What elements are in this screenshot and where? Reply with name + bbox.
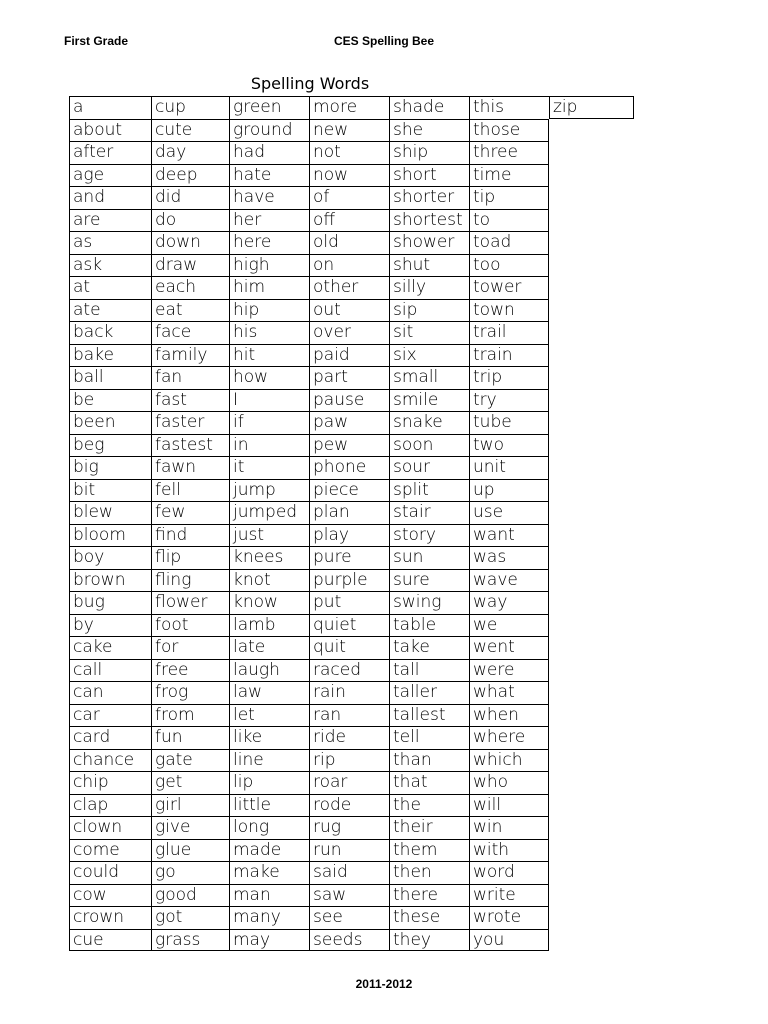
word-cell: small: [389, 366, 469, 389]
word-cell: fell: [151, 479, 229, 502]
word-cell: time: [469, 164, 549, 187]
word-cell: knees: [229, 546, 309, 569]
word-cell: have: [229, 186, 309, 209]
word-cell: went: [469, 636, 549, 659]
word-cell: by: [69, 614, 151, 637]
word-cell: jumped: [229, 501, 309, 524]
word-cell: shortest: [389, 209, 469, 232]
word-cell: fast: [151, 389, 229, 412]
word-cell: silly: [389, 276, 469, 299]
word-cell: rain: [309, 681, 389, 704]
word-cell: tell: [389, 726, 469, 749]
word-cell: jump: [229, 479, 309, 502]
word-cell: now: [309, 164, 389, 187]
word-cell: each: [151, 276, 229, 299]
word-cell: wrote: [469, 906, 549, 929]
word-cell: clap: [69, 794, 151, 817]
word-cell: we: [469, 614, 549, 637]
word-cell: run: [309, 839, 389, 862]
word-cell: then: [389, 861, 469, 884]
word-cell: lip: [229, 771, 309, 794]
word-cell: it: [229, 456, 309, 479]
word-cell: where: [469, 726, 549, 749]
word-cell: many: [229, 906, 309, 929]
word-cell: up: [469, 479, 549, 502]
word-cell: cue: [69, 929, 151, 952]
word-cell: than: [389, 749, 469, 772]
word-cell: quit: [309, 636, 389, 659]
word-cell: win: [469, 816, 549, 839]
word-cell: plan: [309, 501, 389, 524]
word-cell: try: [469, 389, 549, 412]
word-cell: tube: [469, 411, 549, 434]
word-cell: three: [469, 141, 549, 164]
word-cell: if: [229, 411, 309, 434]
word-cell: car: [69, 704, 151, 727]
word-cell: a: [69, 96, 151, 119]
word-cell: shade: [389, 96, 469, 119]
word-cell: after: [69, 141, 151, 164]
word-cell: know: [229, 591, 309, 614]
word-cell: hip: [229, 299, 309, 322]
word-cell: be: [69, 389, 151, 412]
word-cell: these: [389, 906, 469, 929]
word-cell: were: [469, 659, 549, 682]
word-cell: call: [69, 659, 151, 682]
word-cell: too: [469, 254, 549, 277]
word-cell: soon: [389, 434, 469, 457]
word-cell: on: [309, 254, 389, 277]
word-cell: put: [309, 591, 389, 614]
word-cell: could: [69, 861, 151, 884]
word-cell: there: [389, 884, 469, 907]
word-cell: him: [229, 276, 309, 299]
word-cell: trail: [469, 321, 549, 344]
word-cell: they: [389, 929, 469, 952]
word-cell: ride: [309, 726, 389, 749]
word-cell: wave: [469, 569, 549, 592]
word-cell: deep: [151, 164, 229, 187]
word-cell: toad: [469, 231, 549, 254]
word-cell: who: [469, 771, 549, 794]
word-cell: eat: [151, 299, 229, 322]
word-cell: little: [229, 794, 309, 817]
word-cell: purple: [309, 569, 389, 592]
word-cell: find: [151, 524, 229, 547]
word-cell: cup: [151, 96, 229, 119]
word-cell: taller: [389, 681, 469, 704]
word-cell: she: [389, 119, 469, 142]
word-cell: ran: [309, 704, 389, 727]
word-cell: fawn: [151, 456, 229, 479]
word-cell: day: [151, 141, 229, 164]
word-cell: sip: [389, 299, 469, 322]
word-cell: come: [69, 839, 151, 862]
word-cell: their: [389, 816, 469, 839]
word-cell: green: [229, 96, 309, 119]
word-cell: pew: [309, 434, 389, 457]
word-cell: age: [69, 164, 151, 187]
word-cell: paid: [309, 344, 389, 367]
word-cell: ask: [69, 254, 151, 277]
word-cell: can: [69, 681, 151, 704]
word-cell: for: [151, 636, 229, 659]
word-cell: crown: [69, 906, 151, 929]
word-cell: saw: [309, 884, 389, 907]
word-cell: word: [469, 861, 549, 884]
word-cell: just: [229, 524, 309, 547]
word-cell: good: [151, 884, 229, 907]
word-cell: pause: [309, 389, 389, 412]
word-cell: them: [389, 839, 469, 862]
word-cell: roar: [309, 771, 389, 794]
word-cell: two: [469, 434, 549, 457]
word-cell: table: [389, 614, 469, 637]
word-cell: ball: [69, 366, 151, 389]
word-cell: take: [389, 636, 469, 659]
word-cell: big: [69, 456, 151, 479]
word-cell: bug: [69, 591, 151, 614]
word-cell: six: [389, 344, 469, 367]
word-cell: and: [69, 186, 151, 209]
word-cell: glue: [151, 839, 229, 862]
word-cell: tall: [389, 659, 469, 682]
word-cell: tip: [469, 186, 549, 209]
word-cell: bit: [69, 479, 151, 502]
word-cell: few: [151, 501, 229, 524]
word-cell: his: [229, 321, 309, 344]
word-cell: are: [69, 209, 151, 232]
word-cell: play: [309, 524, 389, 547]
word-cell: her: [229, 209, 309, 232]
word-cell: snake: [389, 411, 469, 434]
word-cell: fastest: [151, 434, 229, 457]
word-cell: see: [309, 906, 389, 929]
word-cell: sour: [389, 456, 469, 479]
word-cell: way: [469, 591, 549, 614]
word-cell: gate: [151, 749, 229, 772]
word-cell: trip: [469, 366, 549, 389]
word-cell: split: [389, 479, 469, 502]
word-cell: chip: [69, 771, 151, 794]
word-cell: blew: [69, 501, 151, 524]
word-cell: foot: [151, 614, 229, 637]
word-cell: girl: [151, 794, 229, 817]
word-cell: sun: [389, 546, 469, 569]
word-cell: zip: [549, 96, 634, 119]
word-cell: beg: [69, 434, 151, 457]
word-cell: draw: [151, 254, 229, 277]
word-cell: chance: [69, 749, 151, 772]
word-cell: swing: [389, 591, 469, 614]
word-cell: which: [469, 749, 549, 772]
word-cell: here: [229, 231, 309, 254]
word-cell: flip: [151, 546, 229, 569]
word-cell: town: [469, 299, 549, 322]
word-cell: face: [151, 321, 229, 344]
word-cell: bloom: [69, 524, 151, 547]
word-cell: knot: [229, 569, 309, 592]
word-cell: bake: [69, 344, 151, 367]
word-cell: brown: [69, 569, 151, 592]
word-cell: boy: [69, 546, 151, 569]
word-cell: hate: [229, 164, 309, 187]
word-cell: lamb: [229, 614, 309, 637]
word-cell: cake: [69, 636, 151, 659]
word-cell: get: [151, 771, 229, 794]
word-cell: raced: [309, 659, 389, 682]
word-cell: made: [229, 839, 309, 862]
word-cell: part: [309, 366, 389, 389]
header-grade: First Grade: [64, 34, 129, 48]
word-cell: cute: [151, 119, 229, 142]
word-cell: you: [469, 929, 549, 952]
word-cell: at: [69, 276, 151, 299]
word-cell: late: [229, 636, 309, 659]
word-cell: piece: [309, 479, 389, 502]
word-cell: as: [69, 231, 151, 254]
word-cell: sure: [389, 569, 469, 592]
word-cell: frog: [151, 681, 229, 704]
word-cell: write: [469, 884, 549, 907]
word-cell: hit: [229, 344, 309, 367]
word-cell: I: [229, 389, 309, 412]
word-cell: seeds: [309, 929, 389, 952]
word-cell: more: [309, 96, 389, 119]
word-cell: quiet: [309, 614, 389, 637]
word-cell: sit: [389, 321, 469, 344]
word-cell: off: [309, 209, 389, 232]
word-cell: phone: [309, 456, 389, 479]
word-cell: give: [151, 816, 229, 839]
word-cell: those: [469, 119, 549, 142]
word-cell: free: [151, 659, 229, 682]
word-cell: faster: [151, 411, 229, 434]
word-cell: fan: [151, 366, 229, 389]
word-cell: use: [469, 501, 549, 524]
word-cell: of: [309, 186, 389, 209]
word-cell: card: [69, 726, 151, 749]
word-cell: rug: [309, 816, 389, 839]
word-cell: go: [151, 861, 229, 884]
word-cell: said: [309, 861, 389, 884]
word-cell: clown: [69, 816, 151, 839]
word-cell: tower: [469, 276, 549, 299]
word-cell: did: [151, 186, 229, 209]
header-event: CES Spelling Bee: [333, 34, 435, 48]
word-cell: tallest: [389, 704, 469, 727]
word-cell: ate: [69, 299, 151, 322]
word-cell: may: [229, 929, 309, 952]
word-cell: out: [309, 299, 389, 322]
word-cell: back: [69, 321, 151, 344]
word-cell: laugh: [229, 659, 309, 682]
word-cell: cow: [69, 884, 151, 907]
word-cell: old: [309, 231, 389, 254]
word-cell: smile: [389, 389, 469, 412]
word-cell: stair: [389, 501, 469, 524]
word-cell: short: [389, 164, 469, 187]
word-cell: train: [469, 344, 549, 367]
word-cell: had: [229, 141, 309, 164]
word-cell: let: [229, 704, 309, 727]
word-cell: in: [229, 434, 309, 457]
word-cell: pure: [309, 546, 389, 569]
word-cell: want: [469, 524, 549, 547]
word-cell: do: [151, 209, 229, 232]
word-cell: how: [229, 366, 309, 389]
word-cell: high: [229, 254, 309, 277]
word-cell: ship: [389, 141, 469, 164]
word-cell: ground: [229, 119, 309, 142]
word-cell: the: [389, 794, 469, 817]
footer-year: 2011-2012: [355, 977, 413, 991]
word-cell: will: [469, 794, 549, 817]
word-cell: from: [151, 704, 229, 727]
word-cell: grass: [151, 929, 229, 952]
word-cell: down: [151, 231, 229, 254]
word-cell: with: [469, 839, 549, 862]
word-cell: make: [229, 861, 309, 884]
word-cell: was: [469, 546, 549, 569]
word-cell: family: [151, 344, 229, 367]
word-cell: rip: [309, 749, 389, 772]
word-cell: to: [469, 209, 549, 232]
word-cell: about: [69, 119, 151, 142]
word-cell: been: [69, 411, 151, 434]
word-cell: when: [469, 704, 549, 727]
word-cell: story: [389, 524, 469, 547]
word-cell: this: [469, 96, 549, 119]
word-cell: like: [229, 726, 309, 749]
word-cell: other: [309, 276, 389, 299]
word-cell: over: [309, 321, 389, 344]
word-cell: man: [229, 884, 309, 907]
word-cell: fling: [151, 569, 229, 592]
word-cell: shower: [389, 231, 469, 254]
word-cell: law: [229, 681, 309, 704]
word-cell: what: [469, 681, 549, 704]
word-cell: that: [389, 771, 469, 794]
word-cell: paw: [309, 411, 389, 434]
word-cell: shut: [389, 254, 469, 277]
word-cell: long: [229, 816, 309, 839]
word-cell: not: [309, 141, 389, 164]
word-cell: got: [151, 906, 229, 929]
word-cell: shorter: [389, 186, 469, 209]
word-cell: flower: [151, 591, 229, 614]
word-cell: fun: [151, 726, 229, 749]
word-cell: new: [309, 119, 389, 142]
page-title: Spelling Words: [250, 74, 370, 93]
word-cell: rode: [309, 794, 389, 817]
word-cell: line: [229, 749, 309, 772]
word-cell: unit: [469, 456, 549, 479]
